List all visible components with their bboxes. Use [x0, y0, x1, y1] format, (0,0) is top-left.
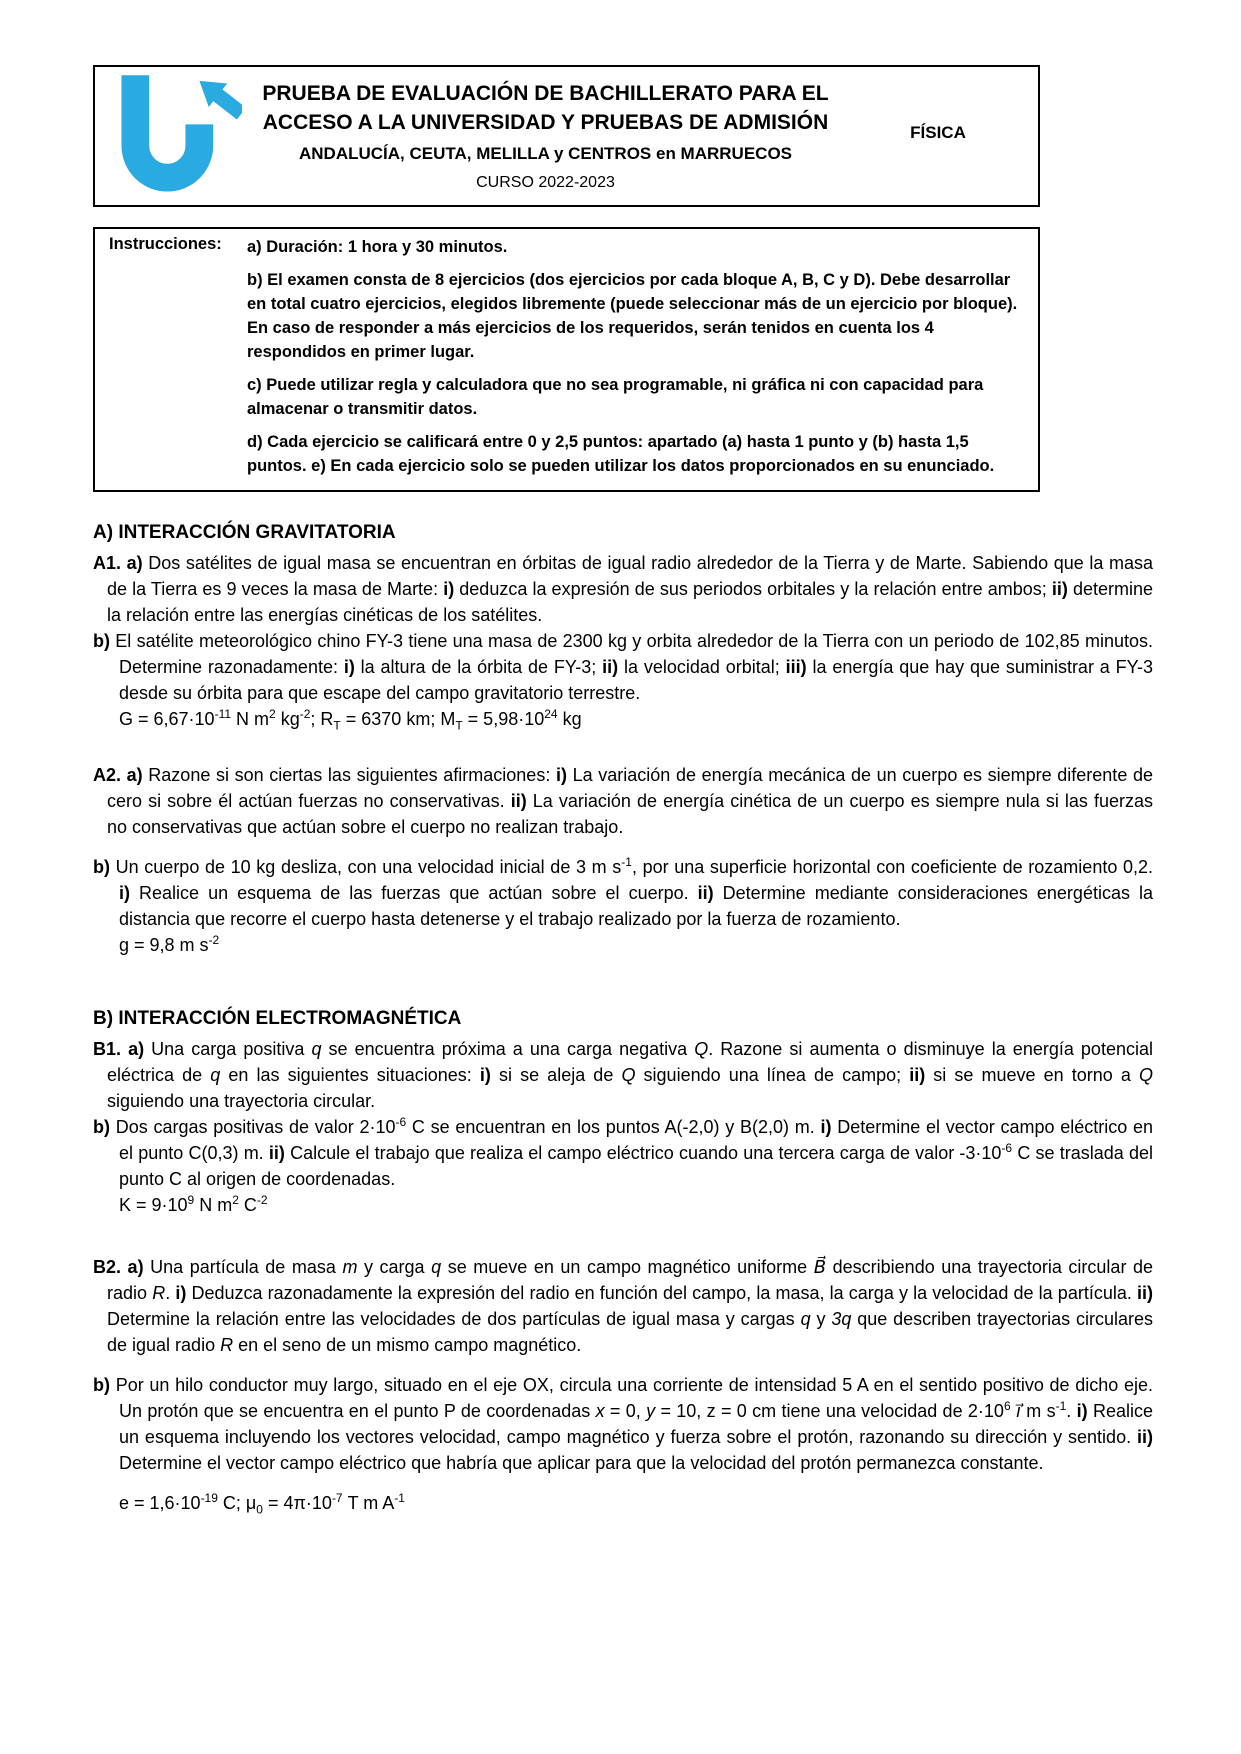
exercise-b2-part-a: B2. a) Una partícula de masa m y carga q se mueve en un campo magnético uniforme B⃗ describiendo una trayectoria circular de radio R. i) Deduzca razonadamente la expresión del radio en función del campo, la masa, la carga y la velocidad de la partícula. ii) Determine la relación entre las velocidades de dos partículas de igual masa y cargas q y 3q que describen trayectorias circulares de igual radio R en el seno de un mismo campo magnético.	[93, 1257, 1154, 1355]
exercise-b1-part-b: b) Dos cargas positivas de valor $2\cdot 10^{-6}$ C se encuentran en los puntos A(-2,0) y B(2,0) m. i) Determine el vector campo eléctrico en el punto C(0,3) m. ii) Calcule el trabajo que realiza el campo eléctrico cuando una tercera carga de valor $-3\cdot 10^{-6}$ C se traslada del punto C al origen de coordenadas.	[93, 1115, 1154, 1189]
exercise-b1-constants: $K = 9\cdot 10^9$ N $m^2$ $C^{-2}$	[119, 1193, 268, 1215]
exercise-a2-part-b: b) Un cuerpo de 10 kg desliza, con una velocidad inicial de 3 m $s^{-1}$, por una superficie horizontal con coeficiente de rozamiento 0,2. i) Realice un esquema de las fuerzas que actúan sobre el cuerpo. ii) Determine mediante consideraciones energéticas la distancia que recorre el cuerpo hasta detenerse y el trabajo realizado por la fuerza de rozamiento.	[93, 855, 1153, 929]
instructions-items	[247, 235, 1028, 478]
exercise-b1	[93, 1036, 1153, 1218]
instruction-item-b: b) El examen consta de 8 ejercicios (dos ejercicios por cada bloque A, B, C y D). Debe desarrollar en total cuatro ejercicios, elegidos libremente (puede seleccionar más de un ejercicio por bloque). En caso de responder a más ejercicios de los requeridos, serán tenidos en cuenta los 4 respondidos en primer lugar.	[247, 271, 1018, 361]
instructions-box	[93, 227, 1040, 492]
exercise-b2	[93, 1254, 1153, 1516]
exercise-a2-constants: g = 9,8 m $s^{-2}$	[119, 933, 220, 955]
exercise-b2-constants: $e = 1,6\cdot 10^{-19}$ C; $\mu_0 = 4\pi\cdot 10^{-7}$ T m $A^{-1}$	[119, 1491, 405, 1517]
exercise-a1-part-a: A1. a) Dos satélites de igual masa se encuentran en órbitas de igual radio alrededor de la Tierra y de Marte. Sabiendo que la masa de la Tierra es 9 veces la masa de Marte: i) deduzca la expresión de sus periodos orbitales y la relación entre ambos; ii) determine la relación entre las energías cinéticas de los satélites.	[93, 553, 1154, 625]
instruction-item-c: c) Puede utilizar regla y calculadora que no sea programable, ni gráfica ni con capacidad para almacenar o transmitir datos.	[247, 376, 984, 418]
exercise-a2-part-a: A2. a) Razone si son ciertas las siguientes afirmaciones: i) La variación de energía mecánica de un cuerpo es siempre diferente de cero si sobre él actúan fuerzas no conservativas. ii) La variación de energía cinética de un cuerpo es siempre nula si las fuerzas no conservativas que actúan sobre el cuerpo no realizan trabajo.	[93, 765, 1153, 837]
section-b-heading: B) INTERACCIÓN ELECTROMAGNÉTICA	[93, 1008, 462, 1029]
instruction-item-a: a) Duración: 1 hora y 30 minutos.	[247, 238, 508, 256]
section-electromagnetism	[93, 1008, 1153, 1516]
instructions-label: Instrucciones:	[109, 235, 222, 253]
university-logo	[103, 75, 253, 195]
subject-label: FÍSICA	[910, 123, 966, 142]
exercise-a2	[93, 762, 1153, 958]
exercise-b2-part-b: b) Por un hilo conductor muy largo, situado en el eje OX, circula una corriente de intensidad 5 A en el sentido positivo de dicho eje. Un protón que se encuentra en el punto P de coordenadas x = 0, y = 10, z = 0 cm tiene una velocidad de $2\cdot 10^6$ ı⃗ m $s^{-1}$. i) Realice un esquema incluyendo los vectores velocidad, campo magnético y fuerza sobre el protón, razonando su dirección y sentido. ii) Determine el vector campo eléctrico que habría que aplicar para que la velocidad del protón permanezca constante.	[93, 1375, 1153, 1473]
exam-title-line2: ACCESO A LA UNIVERSIDAD Y PRUEBAS DE ADMISIÓN	[262, 111, 829, 134]
section-a-heading: A) INTERACCIÓN GRAVITATORIA	[93, 522, 396, 543]
exam-header	[93, 65, 1040, 207]
exercise-a1-part-b: b) El satélite meteorológico chino FY-3 tiene una masa de 2300 kg y orbita alrededor de la Tierra con un periodo de 102,85 minutos. Determine razonadamente: i) la altura de la órbita de FY-3; ii) la velocidad orbital; iii) la energía que hay que suministrar a FY-3 desde su órbita para que escape del campo gravitatorio terrestre.	[93, 631, 1154, 703]
exam-region-line: ANDALUCÍA, CEUTA, MELILLA y CENTROS en MARRUECOS	[299, 144, 792, 163]
u-arrow-logo-icon	[114, 75, 242, 195]
section-gravitation	[93, 522, 1153, 958]
exercise-a1-constants: $G = 6,67\cdot 10^{-11}$ N $m^2$ $kg^{-2}$; $R_T = 6370$ km; $M_T = 5,98\cdot 10^{24}$ kg	[119, 707, 582, 733]
exam-title-line1: PRUEBA DE EVALUACIÓN DE BACHILLERATO PARA EL	[262, 82, 829, 105]
exam-course-line: CURSO 2022-2023	[476, 174, 615, 191]
instruction-item-d: d) Cada ejercicio se calificará entre 0 y 2,5 puntos: apartado (a) hasta 1 punto y (b) hasta 1,5 puntos. e) En cada ejercicio solo se pueden utilizar los datos proporcionados en su enunciado.	[247, 433, 995, 475]
header-title-block	[253, 75, 838, 192]
exercise-b1-part-a: B1. a) Una carga positiva q se encuentra próxima a una carga negativa Q. Razone si aumenta o disminuye la energía potencial eléctrica de q en las siguientes situaciones: i) si se aleja de Q siguiendo una línea de campo; ii) si se mueve en torno a Q siguiendo una trayectoria circular.	[93, 1039, 1153, 1111]
exercise-a1	[93, 550, 1153, 732]
